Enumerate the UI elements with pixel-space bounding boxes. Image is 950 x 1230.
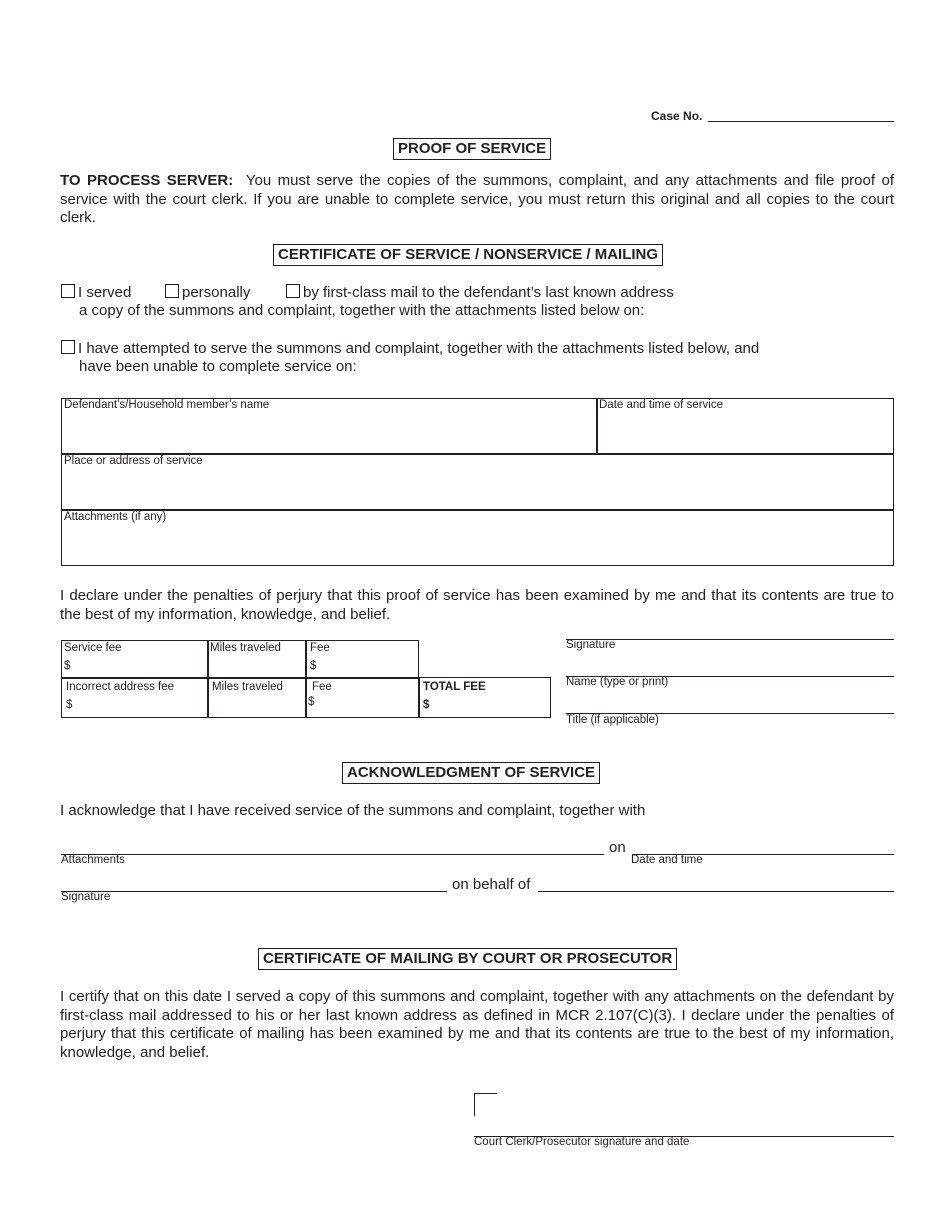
ack-on-behalf-label: on behalf of	[452, 876, 531, 893]
total-fee-label: TOTAL FEE	[423, 681, 486, 693]
fee-label: Fee	[310, 642, 330, 654]
clerk-signature-label: Court Clerk/Prosecutor signature and date	[474, 1136, 690, 1148]
ack-on-behalf-line[interactable]	[538, 891, 894, 892]
mail-label: by first-class mail to the defendant’s last known address	[303, 284, 674, 301]
ack-attachments-line[interactable]	[61, 854, 604, 855]
miles-traveled-2-field[interactable]	[207, 677, 307, 718]
ack-on-label: on	[609, 839, 626, 856]
attachments-label: Attachments (if any)	[64, 511, 167, 523]
instructions-lead: TO PROCESS SERVER:	[60, 172, 234, 189]
ack-signature-label: Signature	[61, 891, 111, 903]
mailing-title: CERTIFICATE OF MAILING BY COURT OR PROSECUTOR	[258, 948, 677, 970]
fee-2-label: Fee	[312, 681, 332, 693]
instructions-text: You must serve the copies of the summons, complaint, and any attachments and file proof of service with the court clerk. If you are unable to complete service, you must return this original and all copies to the court clerk.	[60, 172, 894, 226]
ack-attachments-label: Attachments	[61, 854, 125, 866]
attempted-checkbox[interactable]	[61, 340, 75, 354]
place-field[interactable]	[61, 453, 894, 511]
defendant-name-label: Defendant’s/Household member’s name	[64, 399, 270, 411]
miles-traveled-field[interactable]	[207, 640, 307, 679]
ack-date-time-label: Date and time	[631, 854, 703, 866]
date-time-field[interactable]	[596, 398, 894, 455]
place-label: Place or address of service	[64, 455, 203, 467]
fee-dollar: $	[310, 660, 317, 672]
personally-checkbox[interactable]	[165, 284, 179, 298]
miles-traveled-label: Miles traveled	[210, 642, 281, 654]
total-fee-field[interactable]	[419, 677, 551, 718]
option-mail[interactable]	[286, 284, 674, 303]
personally-label: personally	[182, 284, 251, 301]
option-attempted[interactable]	[61, 340, 759, 359]
name-label: Name (type or print)	[566, 676, 669, 688]
seal-corner-mark	[474, 1093, 497, 1116]
date-time-label: Date and time of service	[599, 399, 724, 411]
service-fee-field[interactable]	[61, 640, 209, 679]
option-served[interactable]	[61, 284, 131, 303]
signature-label: Signature	[566, 639, 616, 651]
acknowledgment-title: ACKNOWLEDGMENT OF SERVICE	[342, 762, 600, 784]
title-label: Title (if applicable)	[566, 714, 659, 726]
served-checkbox[interactable]	[61, 284, 75, 298]
fee-2-field[interactable]	[305, 677, 419, 718]
incorrect-fee-field[interactable]	[61, 677, 209, 718]
option-personally[interactable]	[165, 284, 250, 303]
certificate-title: CERTIFICATE OF SERVICE / NONSERVICE / MAILING	[273, 244, 663, 266]
defendant-name-field[interactable]	[61, 398, 598, 455]
served-continuation: a copy of the summons and complaint, together with the attachments listed below on:	[79, 302, 645, 319]
instructions	[60, 172, 894, 228]
mail-checkbox[interactable]	[286, 284, 300, 298]
page-title: PROOF OF SERVICE	[393, 138, 551, 160]
incorrect-fee-label: Incorrect address fee	[66, 681, 175, 693]
served-label: I served	[78, 284, 132, 301]
acknowledgment-text: I acknowledge that I have received service of the summons and complaint, together with	[60, 802, 646, 819]
case-no-label: Case No.	[651, 109, 703, 123]
mailing-text: I certify that on this date I served a copy of this summons and complaint, together with any attachments on the defendant by first-class mail addressed to his or her last known address as defined in MCR 2.107(C)(3). I declare under the penalties of perjury that this certificate of mailing has been examined by me and that its contents are true to the best of my information, knowledge, and belief.	[60, 988, 894, 1061]
fee-2-dollar: $	[308, 696, 315, 708]
attempted-continuation: have been unable to complete service on:	[79, 358, 357, 375]
fee-field[interactable]	[305, 640, 419, 679]
attachments-field[interactable]	[61, 509, 894, 566]
total-fee-dollar: $	[423, 699, 430, 711]
miles-traveled-2-label: Miles traveled	[212, 681, 283, 693]
declaration: I declare under the penalties of perjury that this proof of service has been examined by me and that its contents are true to the best of my information, knowledge, and belief.	[60, 587, 894, 623]
service-fee-dollar: $	[64, 660, 71, 672]
ack-signature-line[interactable]	[61, 891, 447, 892]
attempted-label: I have attempted to serve the summons and complaint, together with the attachments listed below, and	[78, 340, 760, 357]
case-no-field[interactable]	[708, 121, 894, 122]
incorrect-fee-dollar: $	[66, 699, 73, 711]
service-fee-label: Service fee	[64, 642, 122, 654]
